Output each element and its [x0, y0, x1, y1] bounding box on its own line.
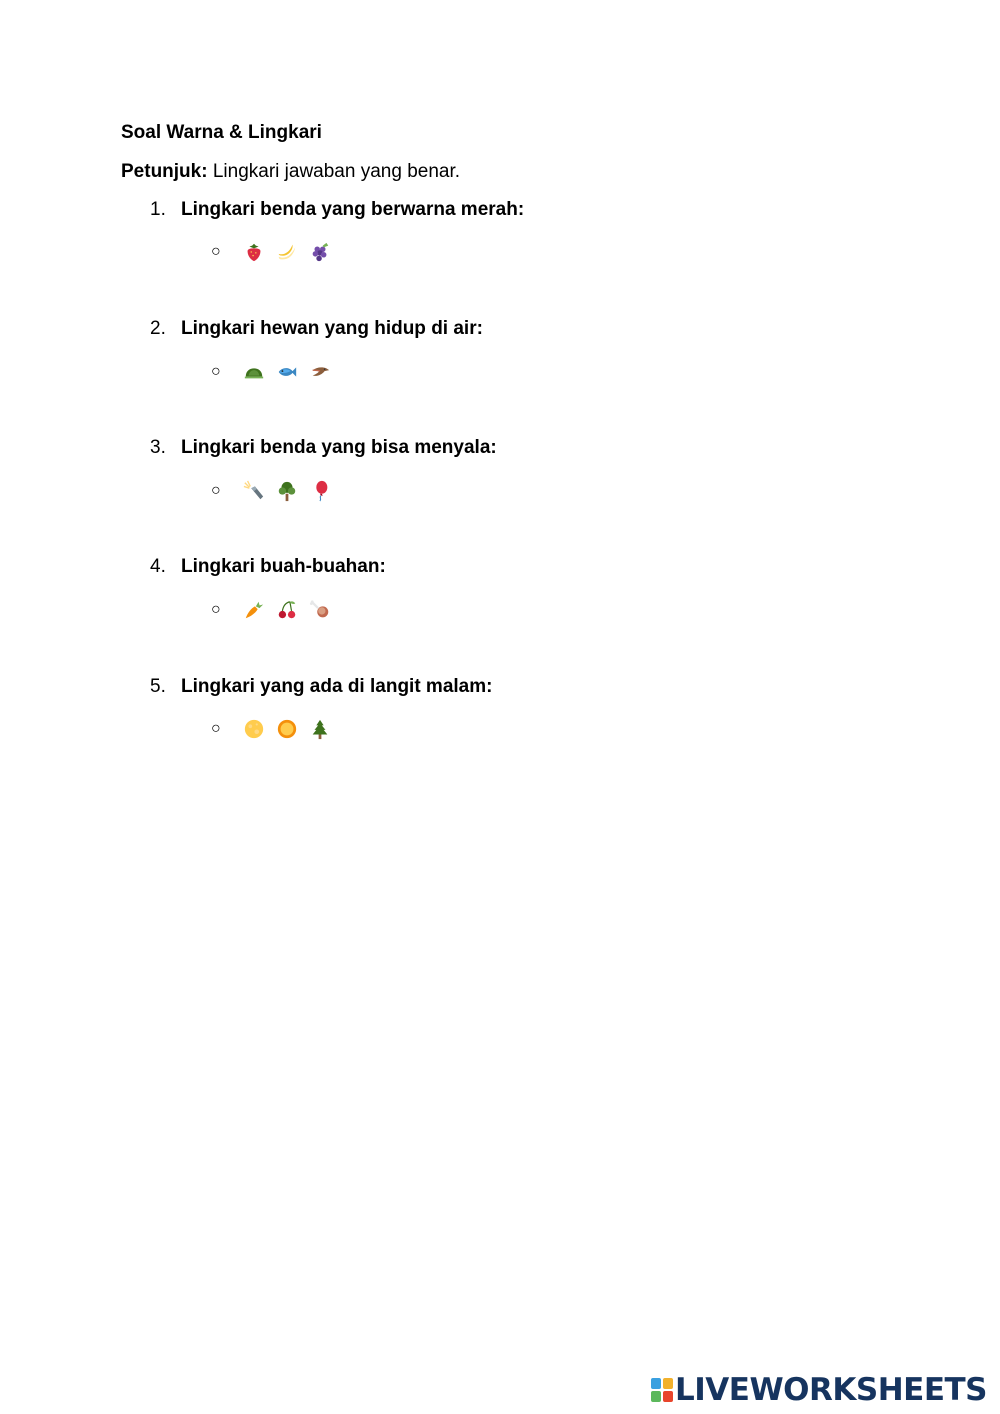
- question-2: [150, 317, 483, 341]
- options-4: [211, 598, 342, 622]
- question-text: Lingkari hewan yang hidup di air:: [181, 318, 483, 339]
- options-3: [211, 479, 342, 503]
- carrot-icon[interactable]: [243, 599, 265, 621]
- grapes-icon[interactable]: [309, 241, 331, 263]
- bullet: ○: [211, 363, 221, 380]
- question-text: Lingkari buah-buahan:: [181, 556, 386, 577]
- question-3: [150, 436, 497, 460]
- bird-icon[interactable]: [309, 361, 331, 383]
- turtle-icon[interactable]: [243, 361, 265, 383]
- question-number: 4.: [150, 556, 166, 577]
- instruction-label: Petunjuk:: [121, 161, 208, 182]
- evergreen-tree-icon[interactable]: [309, 718, 331, 740]
- document-title: Soal Warna & Lingkari: [121, 122, 322, 143]
- instruction-text: Lingkari jawaban yang benar.: [207, 161, 461, 182]
- banana-icon[interactable]: [276, 241, 298, 263]
- question-5: [150, 675, 492, 699]
- moon-icon[interactable]: [243, 718, 265, 740]
- sun-icon[interactable]: [276, 718, 298, 740]
- fish-icon[interactable]: [276, 361, 298, 383]
- question-text: Lingkari benda yang bisa menyala:: [181, 437, 497, 458]
- question-1: [150, 198, 524, 222]
- strawberry-icon[interactable]: [243, 241, 265, 263]
- chicken-leg-icon[interactable]: [309, 599, 331, 621]
- options-1: [211, 240, 342, 264]
- bullet: ○: [211, 601, 221, 618]
- question-number: 5.: [150, 676, 166, 697]
- balloon-icon[interactable]: [309, 480, 331, 502]
- tree-icon[interactable]: [276, 480, 298, 502]
- logo-grid-icon: [651, 1378, 673, 1402]
- question-4: [150, 555, 386, 579]
- cherries-icon[interactable]: [276, 599, 298, 621]
- question-number: 1.: [150, 199, 166, 220]
- bullet: ○: [211, 482, 221, 499]
- flashlight-icon[interactable]: [243, 480, 265, 502]
- question-text: Lingkari yang ada di langit malam:: [181, 676, 493, 697]
- brand-name: LIVEWORKSHEETS: [675, 1372, 987, 1408]
- bullet: ○: [211, 720, 221, 737]
- question-text: Lingkari benda yang berwarna merah:: [181, 199, 525, 220]
- bullet: ○: [211, 243, 221, 260]
- instruction: [121, 160, 460, 184]
- liveworksheets-logo: [651, 1370, 987, 1410]
- options-2: [211, 360, 342, 384]
- question-number: 2.: [150, 318, 166, 339]
- options-5: [211, 717, 342, 741]
- question-number: 3.: [150, 437, 166, 458]
